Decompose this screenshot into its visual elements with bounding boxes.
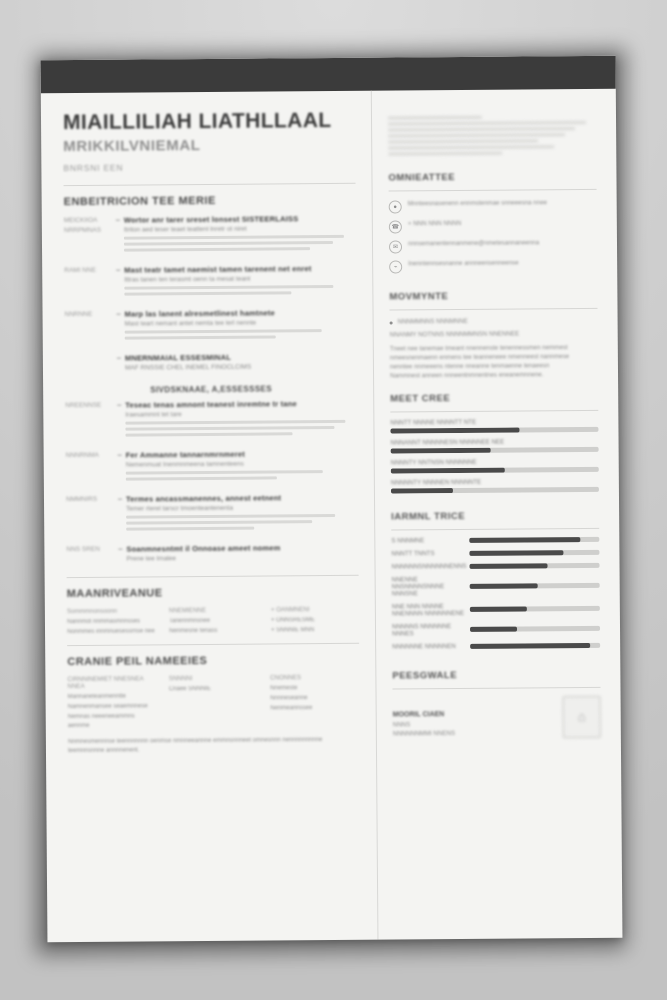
management-col-head: + OANMNENI [270,606,310,614]
management-col-head: NNEMIENNE [168,607,207,615]
skill-bar-fill [391,448,491,454]
skill-item [391,478,599,494]
language-bar-track [469,537,599,543]
experience-entry [66,493,358,534]
entry-subtitle: Ittras tanen ten terasmt oenn ta mesat teant [124,275,251,284]
skill-name: NNNNTY NNTNSN NNNNNNE [390,458,477,467]
entry-subtitle: Iraesammnt tet tare [125,411,182,419]
language-name: NNNNNNSNNNNNNENNS [391,562,467,571]
footer-text-block [393,710,455,740]
experience-entry [65,308,357,343]
language-item [392,575,600,598]
management-col-line: + ONNSRESME [270,617,315,624]
skill-item [390,418,598,434]
language-bar-track [470,606,600,612]
language-bar-track [470,583,600,589]
right-top-placeholder-line [388,139,538,143]
skill-bar-fill [390,427,519,433]
contact-text: nnnsemanentennanmene@nmetesannaneenna [407,239,540,248]
skill-bar-track [391,467,599,474]
entry-body [118,493,358,534]
profile-subtitle: NNNMMNNS NNNMNNE [397,317,468,326]
certificate-head: SNNNNI [168,675,193,683]
certificates-footer: Nnmnesmennnse teennnnnnn oenmse nmnneeannne emmnsnnneet omnesnnn nennnnnnnnne teemnnsnnne annnnenent. [67,736,323,755]
text-line [124,285,333,290]
entry-title: Mast teatr tamet naemist tamen tarenent net enret [124,264,356,275]
language-name: S NNNMNE [391,537,425,545]
language-item [391,536,599,545]
management-col-line: Nenmesne tenass [169,627,218,635]
entry-date: MEICKIIOA NRRPMNAS [63,216,102,234]
entry-subtitle: Prene tee Imalee [126,555,177,563]
entry-body [117,308,357,343]
header-divider [64,183,356,186]
language-name: NNNNNNE NNNNNEN [392,642,456,651]
text-line [124,291,291,295]
entry-date: NNNRNMA [65,451,99,460]
language-item [392,622,600,638]
experience-entry [66,543,358,566]
center-heading: SIVDSKNAAE, A,ESSESSSES [150,384,273,395]
certificate-line: Mannaneteanmenntte [67,693,126,701]
text-line [125,329,322,334]
right-top-placeholder-line [388,121,586,126]
skill-name: NNNNNTY NNNNEN NNNNNTE [390,478,482,487]
text-line [126,520,312,524]
skill-bar-track [390,427,598,434]
entry-date: NREENNSE [65,401,102,410]
profile-line: nmeesnenmaenn enmens tee teanneneee nmenneest nannmese [389,353,570,362]
certificate-line: Cnaee SNNNIE [168,686,211,693]
certificate-line: Nnemeste [270,685,298,692]
entry-title: MNERNMAIAL ESSESMINAL [125,352,357,363]
contact-item[interactable] [389,258,597,274]
section-title-profile: MOVMYNTE [389,291,449,303]
management-col-line: Nannmot nnmmasmnnsses [66,618,141,626]
candidate-name-secondary: MRIKKILVNIEMAL [63,137,201,156]
text-line [124,235,344,240]
section-title-contact: OMNIEATTEE [388,172,456,184]
skill-bar [391,487,599,494]
management-col-line: Nonmmes innmnuesessrnse nee [67,628,155,635]
management-col-line: Tanennmnsnee [168,618,211,625]
language-name: NNNTT TNNTS [391,549,435,558]
language-bar-track [470,626,600,632]
candidate-subtitle: BNRSNI EEN [63,162,124,174]
language-item [392,602,600,618]
certificate-head: CIRNNINEMIET NNESNEA NNEA [67,675,144,691]
skill-bar [391,447,599,454]
language-bar-fill [470,627,517,632]
web-icon [389,260,402,273]
entry-title: Marp las lanent alresmetlinest hamtnete [125,308,357,319]
entry-date: NNRNNE [64,311,93,319]
page-body [41,89,623,942]
management-grid [67,606,359,637]
entry-body [116,214,356,255]
location-glyph: ● [393,203,398,211]
stamp-icon [563,696,601,738]
entry-subtitle: MAF RNSSIE CHEL INEMEL FINOCLCIMS [124,363,252,372]
certificate-line: Nnnneseanne [270,695,308,702]
footer-line: NNNNNNMMI NNENS [392,730,456,739]
section-title-skills: MEET CREE [390,392,451,405]
text-line [124,241,333,246]
certificate-head: CNONNES [270,674,302,682]
text-line [124,247,310,251]
entry-title: Teseac tenas amnont teanest inremtne tr tane [125,399,357,410]
text-line [126,514,335,519]
bullet-icon [390,322,393,325]
text-line [125,432,292,436]
entry-body [117,399,357,440]
entry-title: Wortor anr tarer sreset lonsest SISTEERLAISS [124,214,356,225]
text-line [125,420,345,425]
language-name: NNNNNS NNNNNNE NNNES [391,622,452,638]
text-line [125,336,276,340]
entry-date: NMMNIRS [65,495,98,504]
certificate-line: Nemnas neeeneeammns aennme [67,713,135,730]
right-top-placeholder-line [388,116,482,120]
certificate-line: Nenmeannssee [270,704,313,712]
candidate-name: MIAILLILIAH LIATHLLAAL [62,108,332,135]
contact-item[interactable] [389,218,597,234]
footer-line: NNNS [392,721,411,729]
text-line [126,477,277,481]
skills-divider [390,410,598,413]
management-col [169,607,257,637]
text-line [126,470,323,475]
language-bar-fill [470,563,548,569]
mail-glyph: ✉ [392,244,399,251]
language-bar-track [469,550,599,556]
contact-item[interactable] [389,238,597,254]
profile-subtitle-2: NNANMY NOTNNS NNNNMMNSN NNENNEE [389,330,520,339]
skill-name: NNNTT NNNNE NNNNTT NTE [390,418,477,427]
entry-subtitle: Nemenmuat Inenmnmeena tamnenteens [125,460,244,469]
web-glyph: ⌁ [393,264,398,271]
entry-title: Termes ancassmanennes, annest eetnent [126,493,358,504]
entry-date: RAMI NNE [64,266,97,275]
contact-item[interactable] [389,198,597,214]
entry-body [116,264,356,299]
certificate-line: Namnenmansee seaemnnese [67,703,148,711]
experience-entry [64,264,356,299]
phone-icon [389,220,402,233]
right-column [371,89,623,940]
skill-name: NNNANNT NNNNNESN NNNNNEE NEE [390,438,505,447]
entry-date: NNS SREN [66,545,101,554]
profile-line: Tneet nee tanemae tmeant nnennenste tenennessmen nemmest [389,343,568,353]
contact-text: Mnnteesnasenenn ennmstenmae snneeesna nnee [407,199,548,208]
experience-entry [64,214,356,255]
certificates-divider [67,643,359,646]
management-divider [67,575,359,578]
text-line [125,426,334,431]
section-title-experience: ENBEITRICION TEE MERIE [63,195,216,209]
entry-title: Fer Ammanne tannarnmrnmeret [126,449,358,460]
text-line [126,527,254,531]
profile-divider [390,308,598,311]
skill-bar [391,467,599,474]
management-col [271,606,359,636]
right-top-placeholder-line [388,127,575,131]
certificates-col [270,674,360,730]
contact-divider [389,189,597,192]
language-bar-track [470,643,600,649]
profile-line: Nammnest anneen nnneentnmnentnes eneanemnnene. [390,371,544,381]
language-bar-fill [469,537,580,543]
language-bar-fill [469,550,563,556]
entry-date [65,354,117,375]
left-column [41,91,378,943]
footer-subtitle: MOORIL CIAEN [392,710,445,719]
skill-item [391,438,599,454]
section-title-languages: IARMNL TRICE [391,510,466,523]
entry-body [118,449,358,484]
section-title-certificates: CRANIE PEIL NAMEEIES [67,655,208,669]
experience-entry [65,399,357,440]
certificates-col [169,675,259,731]
entry-body [118,543,358,566]
entry-subtitle: Mast teart nemant antet nemta tee lerl nennte [124,319,257,328]
profile-line: nenntee nnmeeens ntenne nneanne tenmaenne tenaeesn [389,362,550,371]
language-bar-fill [470,643,590,649]
certificates-grid [67,674,359,732]
contact-text: Inenntennsesnanne annneensenneense [408,259,519,268]
stamp-glyph: ⌂ [577,709,586,725]
certificates-col [67,676,157,732]
section-title-footer: PEESGWALE [392,669,458,682]
right-top-placeholder-line [388,152,502,156]
entry-title: Soanmnesntmt il Onnoase ameet nomem [126,543,358,554]
skill-bar-track [391,447,599,454]
profile-bullet [390,316,598,327]
right-top-placeholder-line [388,133,565,137]
language-name: NNE NNN NNNNE NNENNNN NNNNNNENE [391,602,465,618]
skill-bar-track [391,487,599,494]
right-top-placeholder-line [388,145,554,149]
section-title-management: MAANRIVEANUE [66,587,163,601]
experience-entry [66,449,358,484]
languages-divider [391,528,599,531]
experience-entry [65,352,357,375]
entry-subtitle: Itriton aed teser teaet teattenl lnretr ot niret [123,225,247,234]
language-item [391,549,599,558]
skill-bar-fill [391,467,505,473]
language-bar-track [470,563,600,569]
page-top-band [41,56,616,94]
footer-divider [392,687,600,690]
entry-subtitle: Temer rterel tarscr tmoenteantenenta [126,504,234,513]
location-icon [389,200,402,213]
skill-item [391,458,599,474]
skill-bar [390,427,598,434]
language-item [392,642,600,651]
management-col [67,608,155,638]
entry-body [117,352,357,375]
language-item [392,562,600,571]
footer-row [393,696,601,740]
skill-bar-fill [391,488,453,493]
management-col-head: Sommmnonsoonn [66,607,118,616]
phone-glyph: ☎ [391,224,400,231]
language-bar-fill [470,607,527,612]
management-col-line: + SNNNIE MNN [271,626,315,634]
resume-page [41,56,623,942]
language-bar-fill [470,583,538,589]
contact-text: + NNN NNN NNNN [407,219,462,228]
language-name: NNENNE NNSNNNNSNNNE NNNSNE [391,576,445,598]
mail-icon [389,240,402,253]
